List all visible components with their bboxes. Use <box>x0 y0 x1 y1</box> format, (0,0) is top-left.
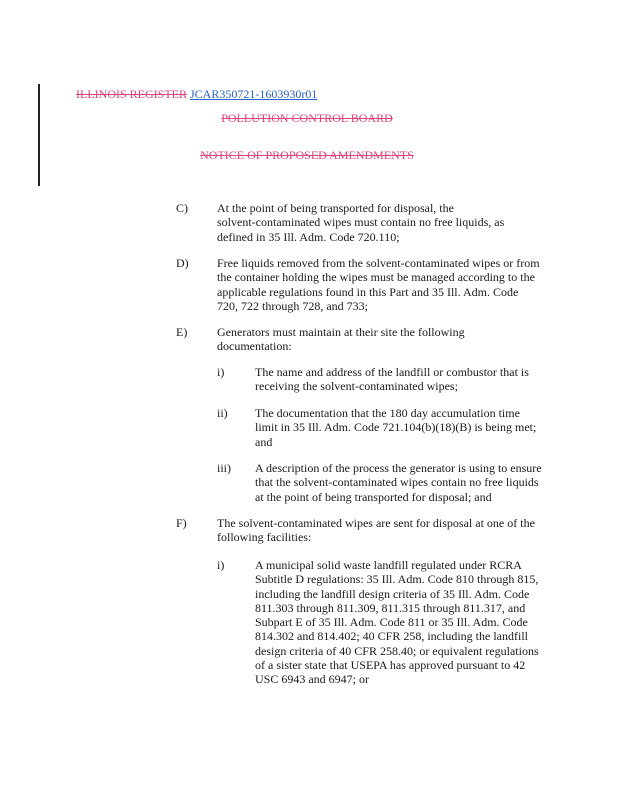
text-line: solvent-contaminated wipes must contain no free liquids, as <box>217 215 505 230</box>
text-line: defined in 35 Ill. Adm. Code 720.110; <box>217 229 400 244</box>
item-c-label: C) <box>176 201 188 215</box>
item-e-ii-text <box>255 406 536 449</box>
item-e-i-label: i) <box>217 365 225 379</box>
text-line: At the point of being transported for disposal, the <box>217 201 454 215</box>
text-line: Subtitle D regulations: 35 Ill. Adm. Code 810 through 815, <box>255 572 539 587</box>
text-line: following facilities: <box>217 530 312 545</box>
notice-title: NOTICE OF PROPOSED AMENDMENTS <box>200 148 414 162</box>
revision-change-bar <box>38 84 40 186</box>
item-d-label: D) <box>176 256 189 270</box>
register-header <box>76 87 317 102</box>
text-line: Subpart E of 35 Ill. Adm. Code 811 or 35 Ill. Adm. Code <box>255 615 528 630</box>
item-e-i-text <box>255 365 529 394</box>
text-line: the container holding the wipes must be managed according to the <box>217 270 535 285</box>
text-line: including the landfill design criteria of 35 Ill. Adm. Code <box>255 586 530 601</box>
text-line: The name and address of the landfill or combustor that is <box>255 365 529 379</box>
register-deleted-text: ILLINOIS REGISTER <box>76 87 187 101</box>
text-line: at the point of being transported for disposal; and <box>255 489 492 504</box>
item-e-ii-label: ii) <box>217 406 228 420</box>
register-inserted-text: JCAR350721-1603930r01 <box>190 87 318 101</box>
text-line: The documentation that the 180 day accumulation time <box>255 406 520 420</box>
text-line: receiving the solvent-contaminated wipes; <box>255 379 458 394</box>
text-line: design criteria of 40 CFR 258.40; or equivalent regulations <box>255 643 539 658</box>
text-line: documentation: <box>217 339 292 354</box>
item-e-label: E) <box>176 325 188 339</box>
text-line: USC 6943 and 6947; or <box>255 672 369 687</box>
item-f-label: F) <box>176 516 187 530</box>
item-c-text <box>217 201 504 244</box>
text-line: applicable regulations found in this Part and 35 Ill. Adm. Code <box>217 284 519 299</box>
text-line: limit in 35 Ill. Adm. Code 721.104(b)(18)(B) is being met; <box>255 420 537 435</box>
item-f-i-label: i) <box>217 558 225 572</box>
text-line: 814.302 and 814.402; 40 CFR 258, including the landfill <box>255 629 528 644</box>
item-f-i-text <box>255 558 539 687</box>
text-line: 811.303 through 811.309, 811.315 through 811.317, and <box>255 600 526 615</box>
text-line: A description of the process the generator is using to ensure <box>255 461 542 475</box>
text-line: Free liquids removed from the solvent-contaminated wipes or from <box>217 256 540 270</box>
text-line: that the solvent-contaminated wipes contain no free liquids <box>255 475 539 490</box>
board-title: POLLUTION CONTROL BOARD <box>221 111 393 125</box>
text-line: 720, 722 through 728, and 733; <box>217 298 368 313</box>
item-f-text <box>217 516 535 545</box>
text-line: A municipal solid waste landfill regulated under RCRA <box>255 558 522 572</box>
text-line: and <box>255 434 273 449</box>
item-e-iii-label: iii) <box>217 461 231 475</box>
text-line: of a sister state that USEPA has approved pursuant to 42 <box>255 658 526 673</box>
item-e-text <box>217 325 465 354</box>
item-d-text <box>217 256 540 313</box>
text-line: Generators must maintain at their site the following <box>217 325 465 339</box>
item-e-iii-text <box>255 461 542 504</box>
text-line: The solvent-contaminated wipes are sent for disposal at one of the <box>217 516 535 530</box>
